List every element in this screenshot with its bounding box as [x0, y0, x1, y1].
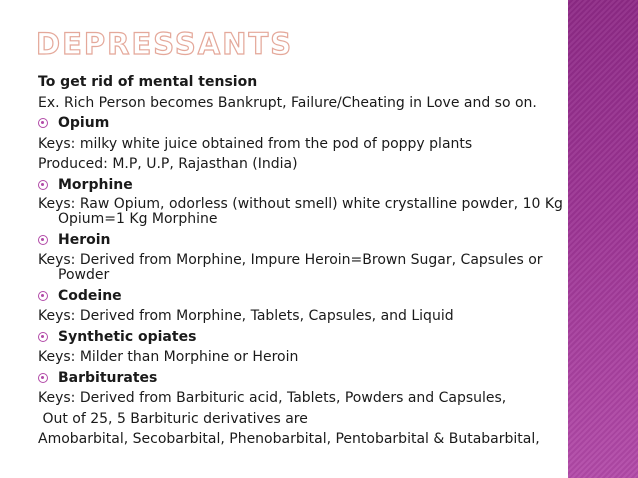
bullet-label: Morphine — [58, 176, 133, 193]
barbiturates-count: Out of 25, 5 Barbituric derivatives are — [38, 410, 308, 427]
morphine-keys-line-1: Keys: Raw Opium, odorless (without smell) white crystalline powder, 10 Kg — [38, 196, 563, 212]
bullet-label: Synthetic opiates — [58, 328, 197, 345]
bullet-label: Opium — [58, 115, 110, 131]
heroin-keys — [38, 251, 573, 286]
barbiturates-keys: Keys: Derived from Barbituric acid, Tablets, Powders and Capsules, — [38, 390, 507, 406]
bullet-synthetic-opiates — [38, 327, 573, 348]
intro-line: To get rid of mental tension — [38, 74, 258, 90]
barbiturates-list: Amobarbital, Secobarbital, Phenobarbital, Pentobarbital & Butabarbital, — [38, 431, 540, 447]
bullet-icon — [38, 235, 48, 245]
bullet-codeine — [38, 286, 573, 307]
codeine-keys: Keys: Derived from Morphine, Tablets, Capsules, and Liquid — [38, 308, 454, 324]
bullet-icon — [38, 332, 48, 342]
heroin-keys-line-2: Powder — [58, 266, 110, 283]
bullet-heroin — [38, 230, 573, 251]
bullet-morphine — [38, 175, 573, 196]
bullet-icon — [38, 291, 48, 301]
slide-title: DEPRESSANTS — [36, 27, 294, 61]
example-line: Ex. Rich Person becomes Bankrupt, Failure/Cheating in Love and so on. — [38, 94, 537, 111]
bullet-label: Barbiturates — [58, 369, 158, 386]
bullet-barbiturates — [38, 368, 573, 389]
decorative-sidebar — [568, 0, 638, 478]
opium-produced: Produced: M.P, U.P, Rajasthan (India) — [38, 156, 298, 172]
morphine-keys-line-2: Opium=1 Kg Morphine — [58, 211, 218, 227]
bullet-icon — [38, 118, 48, 128]
slide-body — [38, 72, 573, 450]
synthetic-keys: Keys: Milder than Morphine or Heroin — [38, 349, 299, 365]
morphine-keys — [38, 195, 573, 230]
bullet-label: Codeine — [58, 287, 122, 304]
heroin-keys-line-1: Keys: Derived from Morphine, Impure Heroin=Brown Sugar, Capsules or — [38, 251, 543, 268]
bullet-label: Heroin — [58, 232, 111, 248]
bullet-icon — [38, 373, 48, 383]
opium-keys: Keys: milky white juice obtained from the pod of poppy plants — [38, 135, 473, 152]
bullet-icon — [38, 180, 48, 190]
bullet-opium — [38, 113, 573, 134]
